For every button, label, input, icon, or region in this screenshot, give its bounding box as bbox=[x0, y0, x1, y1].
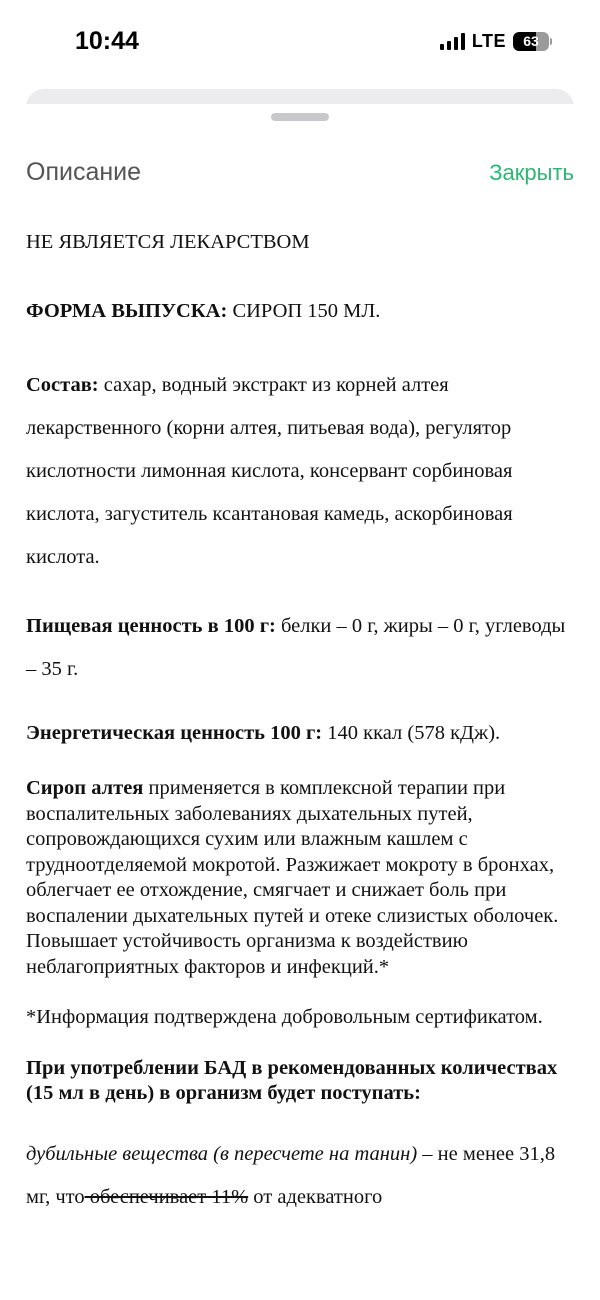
disclaimer-text bbox=[26, 226, 578, 259]
tannins-label: дубильные вещества (в пересчете на танин) bbox=[26, 1142, 418, 1165]
composition-label: Состав: bbox=[26, 374, 99, 396]
usage-heading-text: При употреблении БАД в рекомендованных количествах (15 мл в день) в организм будет поступать: bbox=[26, 1056, 558, 1104]
status-bar bbox=[0, 0, 600, 90]
signal-bar bbox=[454, 37, 458, 50]
nutrition-label: Пищевая ценность в 100 г: bbox=[26, 615, 276, 637]
product-description-text: применяется в комплексной терапии при воспалительных заболеваниях дыхательных путей, сопровождающихся сухим или влажным кашлем с трудноотделяемой мокротой. Разжижает мокроту в бронхах, облегчает ее отхождение, смягчает и снижает боль при воспалении дыхательных путей и отеке слизистых оболочек. Повышает устойчивость организма к воздействию неблагоприятных факторов и инфекций.* bbox=[26, 777, 559, 978]
sheet-grabber-handle[interactable] bbox=[271, 113, 329, 121]
release-form-label: ФОРМА ВЫПУСКА: bbox=[26, 300, 228, 322]
close-button[interactable]: Закрыть bbox=[489, 160, 574, 185]
composition-value: сахар, водный экстракт из корней алтея лекарственного (корни алтея, питьевая вода), регулятор кислотности лимонная кислота, консервант сорбиновая кислота, загуститель ксантановая камедь, аскорбиновая кислота. bbox=[26, 374, 513, 568]
network-type: LTE bbox=[471, 31, 506, 51]
composition bbox=[26, 364, 578, 579]
certificate-note bbox=[26, 1005, 578, 1031]
certificate-note-text: *Информация подтверждена добровольным сертификатом. bbox=[26, 1006, 543, 1028]
cellular-signal-icon bbox=[440, 33, 465, 50]
sheet-title: Описание bbox=[26, 158, 142, 186]
usage-heading bbox=[26, 1056, 578, 1107]
nutrition-text: белки – 0 г, жиры – 0 г, углеводы – 35 г. bbox=[26, 615, 566, 680]
energy-label: Энергетическая ценность 100 г: bbox=[26, 722, 323, 744]
release-form-value: СИРОП 150 МЛ. bbox=[227, 300, 381, 322]
energy-value bbox=[26, 717, 578, 750]
tannins-value-struck: обеспечивает 11% bbox=[84, 1185, 249, 1208]
battery-body bbox=[513, 32, 549, 51]
status-time: 10:44 bbox=[75, 27, 139, 55]
signal-bar bbox=[440, 44, 444, 50]
tannins-value: – не менее 31,8 мг, что bbox=[26, 1142, 556, 1208]
energy-text: 140 ккал (578 кДж). bbox=[322, 722, 501, 744]
signal-bar bbox=[461, 33, 465, 50]
tannins-info bbox=[26, 1133, 578, 1219]
battery-percentage: 63 bbox=[523, 33, 539, 49]
signal-bar bbox=[447, 41, 451, 50]
disclaimer-value: НЕ ЯВЛЯЕТСЯ ЛЕКАРСТВОМ bbox=[26, 231, 310, 253]
battery-tip bbox=[550, 38, 552, 45]
status-indicators bbox=[440, 31, 552, 52]
product-name: Сироп алтея bbox=[26, 777, 144, 799]
release-form bbox=[26, 295, 578, 328]
product-description bbox=[26, 776, 578, 980]
battery-icon bbox=[513, 32, 552, 51]
nutrition-value bbox=[26, 605, 578, 691]
description-content bbox=[26, 226, 578, 1219]
tannins-value-rest: от адекватного bbox=[248, 1185, 383, 1208]
